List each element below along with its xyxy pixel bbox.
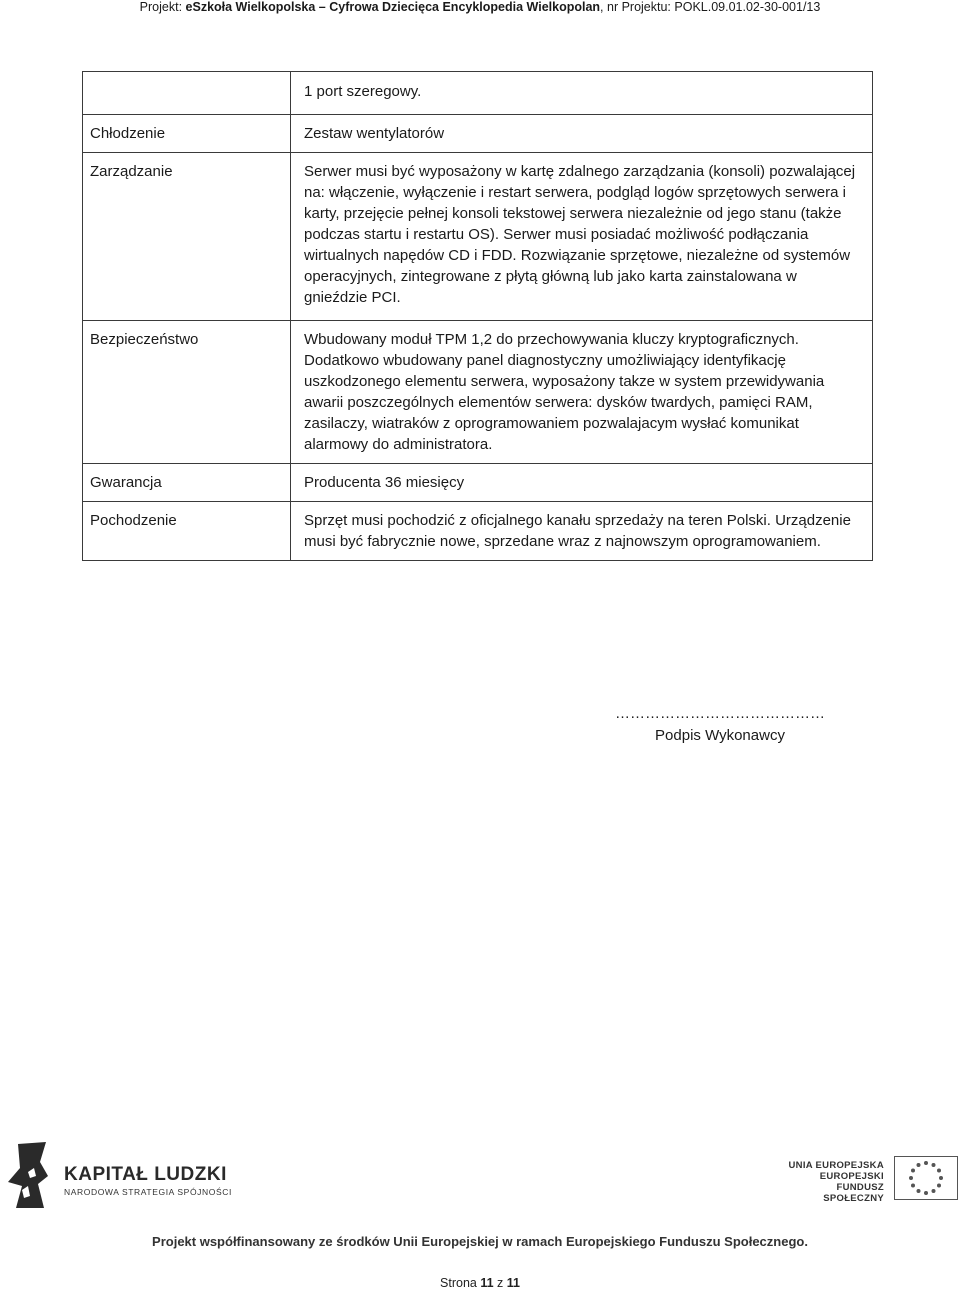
ue-line-3: FUNDUSZ SPOŁECZNY [823, 1182, 884, 1204]
signature-dots: …………………………………… [615, 705, 825, 722]
eu-flag-icon [894, 1156, 958, 1200]
ue-line-2: EUROPEJSKI [819, 1171, 884, 1182]
table-row [83, 321, 873, 464]
signature-block [600, 703, 840, 747]
row-label [83, 72, 291, 115]
signature-label: Podpis Wykonawcy [655, 727, 785, 744]
page-total: 11 [506, 1276, 520, 1290]
kl-title: KAPITAŁ LUDZKI [64, 1164, 227, 1185]
row-label: Pochodzenie [83, 502, 291, 561]
logo-bar [0, 1140, 960, 1220]
header-project-name: eSzkoła Wielkopolska – Cyfrowa Dziecięca Encyklopedia Wielkopolan [185, 0, 601, 14]
spec-table [82, 71, 873, 561]
page-number [0, 1276, 960, 1290]
kapital-ludzki-icon [8, 1142, 50, 1210]
row-label: Bezpieczeństwo [83, 321, 291, 464]
header-project-number: , nr Projektu: POKL.09.01.02-30-001/13 [600, 0, 821, 14]
ue-line-1: UNIA EUROPEJSKA [788, 1160, 884, 1171]
row-value: Wbudowany moduł TPM 1,2 do przechowywania kluczy kryptograficznych. Dodatkowo wbudowany panel diagnostyczny umożliwiający identyfikację uszkodzonego elementu serwera, wyposażony takze w system przewidywania awarii poszczególnych elementów serwera: dysków twardych, pamięci RAM, zasilaczy, wiatraków z oprogramowaniem pozwalajacym wysłać komunikat alarmowy do administratora. [291, 321, 873, 464]
kapital-ludzki-logo [64, 1164, 232, 1197]
page-prefix: Strona [440, 1276, 481, 1290]
table-row [83, 115, 873, 153]
row-value: 1 port szeregowy. [291, 72, 873, 115]
table-row [83, 464, 873, 502]
header-prefix: Projekt: [139, 0, 186, 14]
row-value: Serwer musi być wyposażony w kartę zdalnego zarządzania (konsoli) pozwalającej na: włączenie, wyłączenie i restart serwera, podgląd logów sprzętowych serwera i karty, przejęcie pełnej konsoli tekstowej serwera niezależnie od jego stanu (także podczas startu i restartu OS). Serwer musi posiadać możliwość podłączania wirtualnych napędów CD i FDD. Rozwiązanie sprzętowe, niezależne od systemów operacyjnych, zintegrowane z płytą główną lub jako karta zainstalowana w gnieździe PCI. [291, 153, 873, 321]
row-value: Zestaw wentylatorów [291, 115, 873, 153]
page-current: 11 [480, 1276, 494, 1290]
table-row [83, 502, 873, 561]
row-label: Gwarancja [83, 464, 291, 502]
cofinance-note: Projekt współfinansowany ze środków Unii Europejskiej w ramach Europejskiego Funduszu Społecznego. [152, 1234, 808, 1249]
row-value: Producenta 36 miesięcy [291, 464, 873, 502]
page-header [0, 0, 960, 22]
page-sep: z [493, 1276, 507, 1290]
row-value: Sprzęt musi pochodzić z oficjalnego kanału sprzedaży na teren Polski. Urządzenie musi być fabrycznie nowe, sprzedane wraz z najnowszym oprogramowaniem. [291, 502, 873, 561]
table-row [83, 72, 873, 115]
kl-subtitle: NARODOWA STRATEGIA SPÓJNOŚCI [64, 1187, 232, 1197]
row-label: Chłodzenie [83, 115, 291, 153]
row-label: Zarządzanie [83, 153, 291, 321]
ue-logo-text [786, 1160, 884, 1204]
table-row [83, 153, 873, 321]
